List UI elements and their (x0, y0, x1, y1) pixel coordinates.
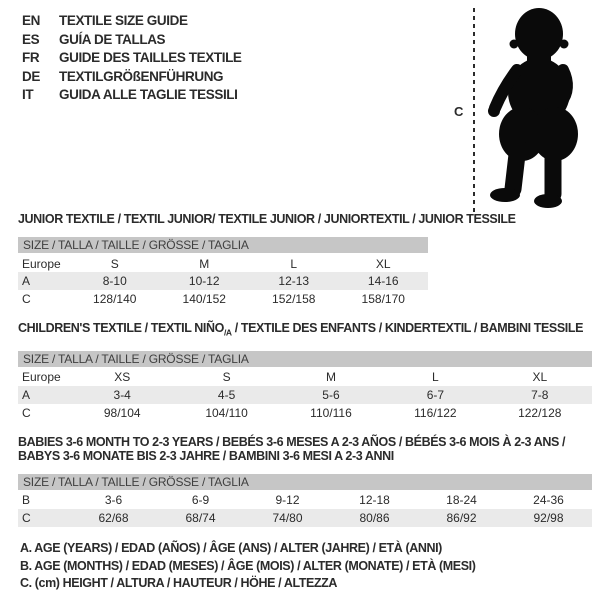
section-title-line (18, 321, 594, 340)
language-code: DE (22, 68, 40, 84)
row-label: Europe (22, 256, 61, 271)
table-cell: 74/80 (244, 509, 331, 527)
footnote: A. AGE (YEARS) / EDAD (AÑOS) / ÂGE (ANS) / ALTER (JAHRE) / ETÀ (ANNI) (20, 541, 442, 555)
table-cell: 128/140 (93, 292, 137, 306)
sections (18, 212, 594, 540)
language-title: GUIDA ALLE TAGLIE TESSILI (59, 87, 238, 102)
language-row (22, 12, 242, 31)
table-cell: 92/98 (505, 509, 592, 527)
language-code: ES (22, 31, 40, 47)
table-cell: 7-8 (488, 386, 592, 404)
size-header-row (18, 237, 428, 254)
language-code: EN (22, 13, 40, 28)
table-row (18, 290, 428, 308)
table-cell: 10-12 (160, 272, 250, 290)
table-cell: S (222, 370, 231, 384)
title-text: CHILDREN'S TEXTILE / TEXTIL NIÑO (18, 321, 224, 335)
section-title (18, 321, 594, 340)
language-row (22, 68, 242, 87)
table-cell: 12-13 (249, 272, 339, 290)
height-figure (446, 4, 598, 216)
size-table (18, 474, 592, 527)
language-code: FR (22, 50, 40, 65)
table-cell: S (110, 256, 119, 271)
size-table-section (18, 212, 594, 308)
table-cell: M (199, 256, 210, 271)
table-cell: 68/74 (157, 509, 244, 527)
row-label: A (18, 272, 70, 290)
title-text: BABIES 3-6 MONTH TO 2-3 YEARS / BEBÉS 3-6 MESES A 2-3 AÑOS / BÉBÉS 3-6 MOIS À 2-3 ANS / (18, 434, 566, 449)
size-table (18, 237, 428, 308)
table-cell: 3-6 (104, 493, 123, 507)
table-row (18, 254, 428, 272)
size-table (18, 351, 592, 422)
table-cell: 62/68 (70, 509, 157, 527)
footnote: B. AGE (MONTHS) / EDAD (MESES) / ÂGE (MOIS) / ALTER (MONATE) / ETÀ (MESI) (20, 558, 476, 573)
title-text: JUNIOR TEXTILE / TEXTIL JUNIOR/ TEXTILE JUNIOR / JUNIORTEXTIL / JUNIOR TESSILE (18, 212, 516, 226)
table-cell: 14-16 (339, 272, 429, 290)
baby-silhouette-icon (484, 4, 596, 210)
row-label: A (18, 386, 70, 404)
language-row (22, 86, 242, 105)
table-cell: 152/158 (272, 292, 316, 306)
table-cell: XL (532, 370, 548, 384)
table-row (18, 404, 592, 422)
size-table-section (18, 321, 594, 422)
table-row (18, 272, 428, 290)
table-cell: 3-4 (70, 386, 174, 404)
row-label: Europe (22, 370, 61, 384)
table-row (18, 368, 592, 386)
table-cell: 80/86 (331, 509, 418, 527)
table-cell: 18-24 (446, 493, 477, 507)
language-list (22, 12, 242, 105)
size-header-row (18, 351, 592, 368)
section-title (18, 435, 594, 463)
section-title-line (18, 449, 594, 463)
height-measure-line (473, 8, 475, 212)
table-cell: 6-7 (383, 386, 487, 404)
language-title: GUÍA DE TALLAS (59, 31, 166, 47)
language-title: TEXTILGRÖßENFÜHRUNG (59, 68, 224, 84)
table-cell: 122/128 (518, 405, 562, 420)
table-row (18, 491, 592, 509)
table-cell: 24-36 (533, 493, 564, 507)
table-cell: L (290, 256, 298, 271)
size-header-bar: SIZE / TALLA / TAILLE / GRÖSSE / TAGLIA (18, 474, 592, 491)
footnotes (20, 540, 476, 593)
table-row (18, 386, 592, 404)
table-cell: XL (375, 256, 391, 271)
table-cell: 104/110 (205, 405, 248, 420)
row-label: B (22, 493, 31, 507)
section-title-line (18, 435, 594, 449)
language-row (22, 31, 242, 50)
section-title (18, 212, 594, 226)
size-header-bar: SIZE / TALLA / TAILLE / GRÖSSE / TAGLIA (18, 237, 428, 254)
language-title: GUIDE DES TAILLES TEXTILE (59, 50, 242, 65)
row-label: C (22, 292, 31, 306)
title-subscript: /A (223, 327, 232, 338)
height-measure-label: C (454, 104, 464, 119)
size-header-row (18, 474, 592, 491)
table-cell: L (432, 370, 439, 384)
language-code: IT (22, 87, 34, 102)
language-title: TEXTILE SIZE GUIDE (59, 13, 188, 28)
table-cell: 12-18 (359, 493, 390, 507)
section-title-line (18, 212, 594, 226)
table-cell: 4-5 (174, 386, 278, 404)
table-cell: 158/170 (361, 292, 405, 306)
table-cell: 8-10 (70, 272, 160, 290)
table-cell: 9-12 (275, 493, 300, 507)
title-text: / TEXTILE DES ENFANTS / KINDERTEXTIL / BAMBINI TESSILE (231, 321, 584, 335)
table-cell: 6-9 (191, 493, 210, 507)
footnote: C. (cm) HEIGHT / ALTURA / HAUTEUR / HÖHE / ALTEZZA (20, 576, 338, 590)
table-cell: 86/92 (418, 509, 505, 527)
size-header-bar: SIZE / TALLA / TAILLE / GRÖSSE / TAGLIA (18, 351, 592, 368)
table-cell: 110/116 (310, 405, 352, 420)
table-cell: 98/104 (103, 405, 141, 420)
row-label: C (18, 509, 70, 527)
language-row (22, 49, 242, 68)
table-cell: 116/122 (414, 405, 457, 420)
table-row (18, 509, 592, 527)
row-label: C (22, 405, 31, 420)
table-cell: XS (114, 370, 131, 384)
table-cell: M (325, 370, 336, 384)
title-text: BABYS 3-6 MONATE BIS 2-3 JAHRE / BAMBINI 3-6 MESI A 2-3 ANNI (18, 448, 394, 463)
table-cell: 140/152 (182, 292, 226, 306)
table-cell: 5-6 (279, 386, 383, 404)
size-table-section (18, 435, 594, 527)
